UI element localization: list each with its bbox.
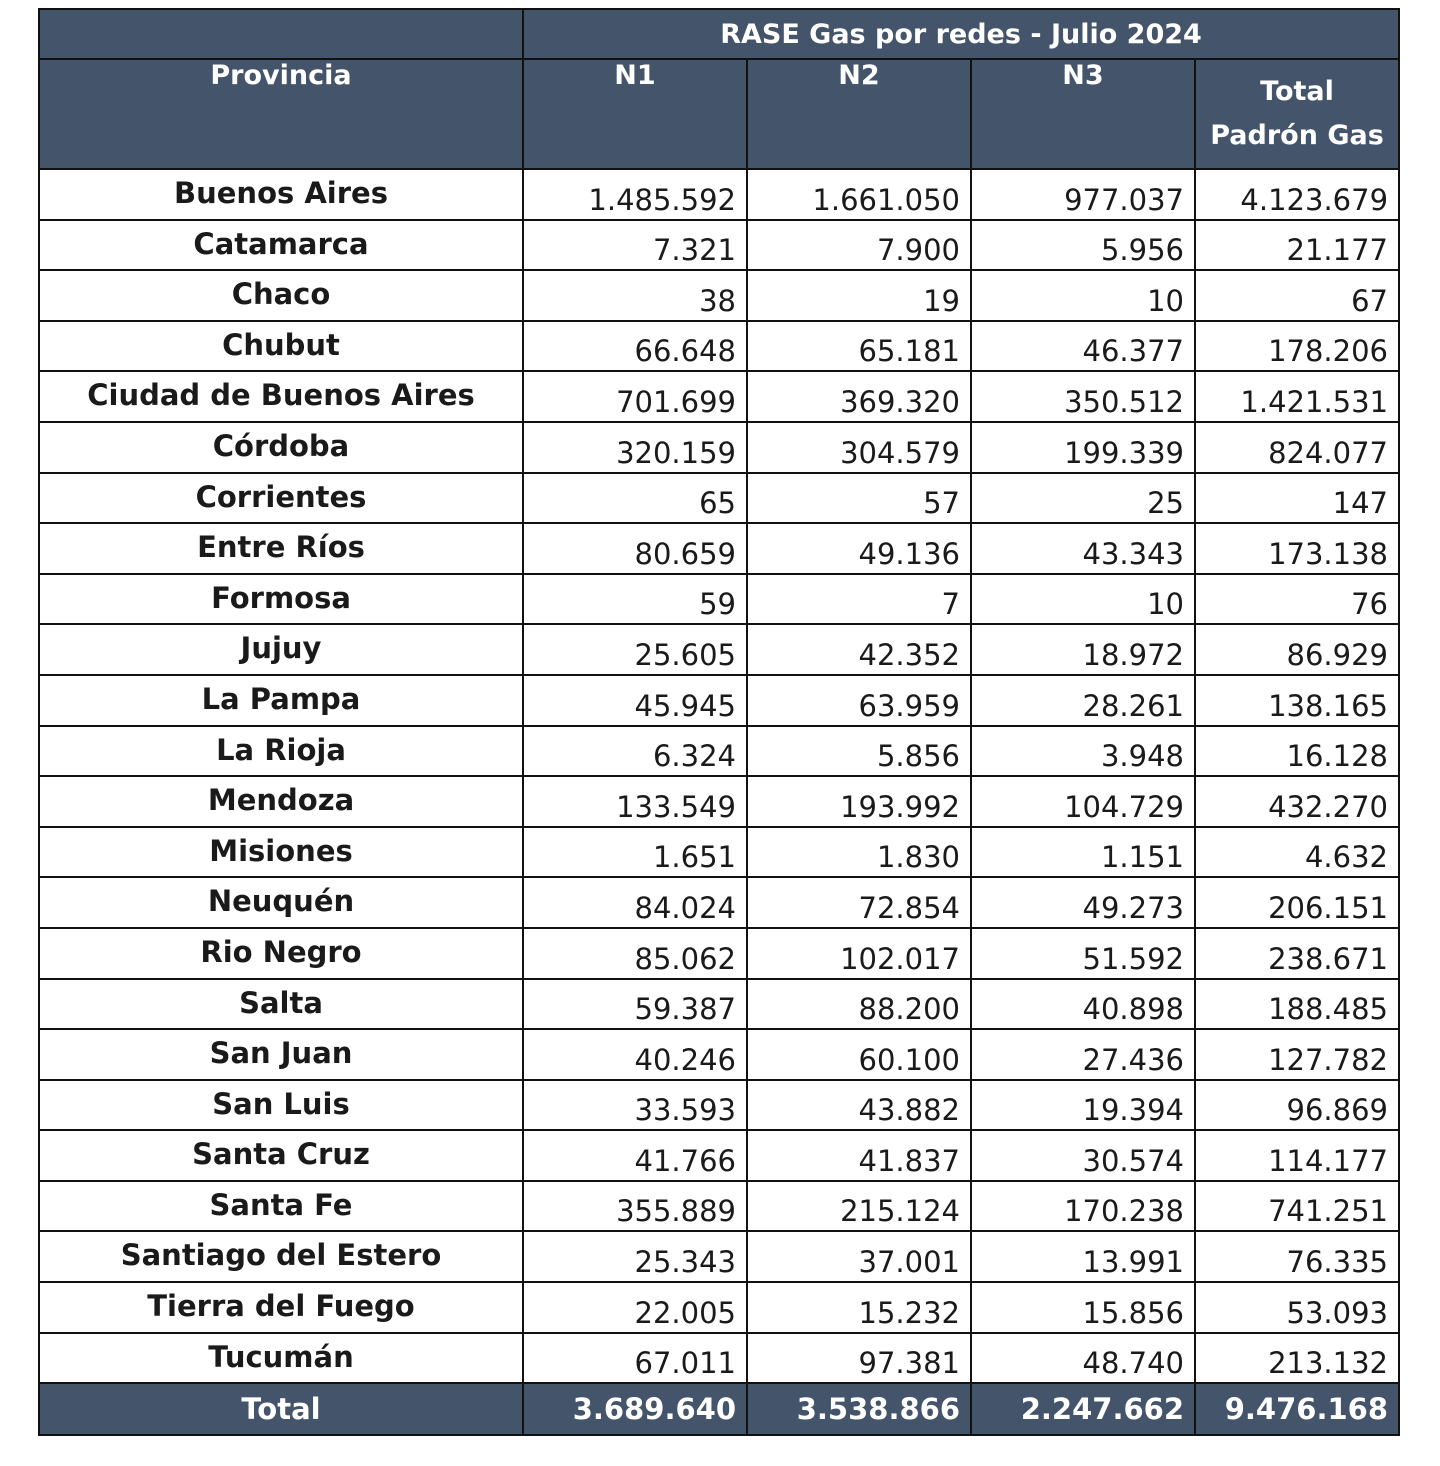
n2-cell: 19 bbox=[747, 270, 971, 321]
total-padron-cell: 188.485 bbox=[1195, 979, 1399, 1030]
provincia-cell: Corrientes bbox=[39, 473, 523, 524]
table-body bbox=[39, 169, 1399, 1383]
n3-cell: 40.898 bbox=[971, 979, 1195, 1030]
total-padron-cell: 178.206 bbox=[1195, 321, 1399, 372]
table-row bbox=[39, 1029, 1399, 1080]
n2-cell: 304.579 bbox=[747, 422, 971, 473]
total-padron-cell: 16.128 bbox=[1195, 726, 1399, 777]
n3-cell: 104.729 bbox=[971, 776, 1195, 827]
total-padron-cell: 147 bbox=[1195, 473, 1399, 524]
n1-cell: 320.159 bbox=[523, 422, 747, 473]
n3-cell: 3.948 bbox=[971, 726, 1195, 777]
total-padron-cell: 114.177 bbox=[1195, 1130, 1399, 1181]
n1-cell: 45.945 bbox=[523, 675, 747, 726]
table-row bbox=[39, 1231, 1399, 1282]
total-padron-cell: 9.476.168 bbox=[1195, 1383, 1399, 1435]
n2-cell: 5.856 bbox=[747, 726, 971, 777]
total-padron-cell: 76.335 bbox=[1195, 1231, 1399, 1282]
column-header-provincia: Provincia bbox=[39, 59, 523, 169]
total-padron-cell: 127.782 bbox=[1195, 1029, 1399, 1080]
provincia-cell: Neuquén bbox=[39, 877, 523, 928]
n3-cell: 10 bbox=[971, 574, 1195, 625]
provincia-cell: Mendoza bbox=[39, 776, 523, 827]
provincia-cell: Santa Fe bbox=[39, 1181, 523, 1232]
total-padron-cell: 67 bbox=[1195, 270, 1399, 321]
n3-cell: 350.512 bbox=[971, 371, 1195, 422]
total-label-cell: Total bbox=[39, 1383, 523, 1435]
total-padron-cell: 238.671 bbox=[1195, 928, 1399, 979]
n2-cell: 49.136 bbox=[747, 523, 971, 574]
total-padron-cell: 213.132 bbox=[1195, 1333, 1399, 1384]
n3-cell: 25 bbox=[971, 473, 1195, 524]
provincia-cell: Chubut bbox=[39, 321, 523, 372]
n2-cell: 88.200 bbox=[747, 979, 971, 1030]
n2-cell: 1.830 bbox=[747, 827, 971, 878]
table-row bbox=[39, 422, 1399, 473]
column-header-total-padron-gas bbox=[1195, 59, 1399, 169]
total-padron-cell: 1.421.531 bbox=[1195, 371, 1399, 422]
table-row bbox=[39, 979, 1399, 1030]
n1-cell: 6.324 bbox=[523, 726, 747, 777]
table-row bbox=[39, 220, 1399, 271]
n2-cell: 63.959 bbox=[747, 675, 971, 726]
n3-cell: 13.991 bbox=[971, 1231, 1195, 1282]
table-row bbox=[39, 827, 1399, 878]
n2-cell: 102.017 bbox=[747, 928, 971, 979]
provincia-cell: San Luis bbox=[39, 1080, 523, 1131]
n1-cell: 22.005 bbox=[523, 1282, 747, 1333]
n2-cell: 57 bbox=[747, 473, 971, 524]
n1-cell: 33.593 bbox=[523, 1080, 747, 1131]
n2-cell: 369.320 bbox=[747, 371, 971, 422]
n2-cell: 60.100 bbox=[747, 1029, 971, 1080]
n1-cell: 66.648 bbox=[523, 321, 747, 372]
provincia-cell: Salta bbox=[39, 979, 523, 1030]
n2-cell: 43.882 bbox=[747, 1080, 971, 1131]
rase-gas-table bbox=[38, 8, 1400, 1436]
table-row bbox=[39, 1080, 1399, 1131]
provincia-cell: Córdoba bbox=[39, 422, 523, 473]
total-padron-cell: 86.929 bbox=[1195, 624, 1399, 675]
table-row bbox=[39, 928, 1399, 979]
table-row bbox=[39, 169, 1399, 220]
n3-cell: 28.261 bbox=[971, 675, 1195, 726]
total-row bbox=[39, 1383, 1399, 1435]
provincia-cell: Tierra del Fuego bbox=[39, 1282, 523, 1333]
total-padron-cell: 53.093 bbox=[1195, 1282, 1399, 1333]
table-title: RASE Gas por redes - Julio 2024 bbox=[523, 9, 1399, 59]
provincia-cell: San Juan bbox=[39, 1029, 523, 1080]
n3-cell: 19.394 bbox=[971, 1080, 1195, 1131]
provincia-cell: Chaco bbox=[39, 270, 523, 321]
n3-cell: 15.856 bbox=[971, 1282, 1195, 1333]
total-n3-cell: 2.247.662 bbox=[971, 1383, 1195, 1435]
total-padron-cell: 173.138 bbox=[1195, 523, 1399, 574]
title-row bbox=[39, 9, 1399, 59]
n1-cell: 41.766 bbox=[523, 1130, 747, 1181]
table-row bbox=[39, 1282, 1399, 1333]
n3-cell: 977.037 bbox=[971, 169, 1195, 220]
n3-cell: 170.238 bbox=[971, 1181, 1195, 1232]
table-row bbox=[39, 321, 1399, 372]
n1-cell: 67.011 bbox=[523, 1333, 747, 1384]
n1-cell: 701.699 bbox=[523, 371, 747, 422]
n1-cell: 38 bbox=[523, 270, 747, 321]
n2-cell: 15.232 bbox=[747, 1282, 971, 1333]
total-padron-cell: 206.151 bbox=[1195, 877, 1399, 928]
total-header-line-2: Padrón Gas bbox=[1210, 120, 1384, 151]
total-padron-cell: 741.251 bbox=[1195, 1181, 1399, 1232]
header-corner-cell bbox=[39, 9, 523, 59]
n2-cell: 41.837 bbox=[747, 1130, 971, 1181]
n2-cell: 7 bbox=[747, 574, 971, 625]
table-row bbox=[39, 675, 1399, 726]
n1-cell: 25.343 bbox=[523, 1231, 747, 1282]
total-padron-cell: 138.165 bbox=[1195, 675, 1399, 726]
n2-cell: 42.352 bbox=[747, 624, 971, 675]
n2-cell: 72.854 bbox=[747, 877, 971, 928]
total-padron-cell: 4.632 bbox=[1195, 827, 1399, 878]
n1-cell: 1.485.592 bbox=[523, 169, 747, 220]
column-header-n2: N2 bbox=[747, 59, 971, 169]
total-n2-cell: 3.538.866 bbox=[747, 1383, 971, 1435]
provincia-cell: Santa Cruz bbox=[39, 1130, 523, 1181]
provincia-cell: Ciudad de Buenos Aires bbox=[39, 371, 523, 422]
column-header-n1: N1 bbox=[523, 59, 747, 169]
n1-cell: 7.321 bbox=[523, 220, 747, 271]
n2-cell: 65.181 bbox=[747, 321, 971, 372]
n3-cell: 1.151 bbox=[971, 827, 1195, 878]
n2-cell: 37.001 bbox=[747, 1231, 971, 1282]
table-row bbox=[39, 1181, 1399, 1232]
table-row bbox=[39, 1130, 1399, 1181]
n3-cell: 46.377 bbox=[971, 321, 1195, 372]
n2-cell: 1.661.050 bbox=[747, 169, 971, 220]
n3-cell: 18.972 bbox=[971, 624, 1195, 675]
provincia-cell: Misiones bbox=[39, 827, 523, 878]
column-header-row bbox=[39, 59, 1399, 169]
n2-cell: 193.992 bbox=[747, 776, 971, 827]
n3-cell: 51.592 bbox=[971, 928, 1195, 979]
n1-cell: 355.889 bbox=[523, 1181, 747, 1232]
n3-cell: 27.436 bbox=[971, 1029, 1195, 1080]
provincia-cell: Tucumán bbox=[39, 1333, 523, 1384]
provincia-cell: Entre Ríos bbox=[39, 523, 523, 574]
n3-cell: 43.343 bbox=[971, 523, 1195, 574]
n3-cell: 30.574 bbox=[971, 1130, 1195, 1181]
table-row bbox=[39, 523, 1399, 574]
column-header-n3: N3 bbox=[971, 59, 1195, 169]
provincia-cell: La Rioja bbox=[39, 726, 523, 777]
table-row bbox=[39, 726, 1399, 777]
total-padron-cell: 21.177 bbox=[1195, 220, 1399, 271]
total-padron-cell: 76 bbox=[1195, 574, 1399, 625]
n1-cell: 59 bbox=[523, 574, 747, 625]
total-n1-cell: 3.689.640 bbox=[523, 1383, 747, 1435]
n3-cell: 48.740 bbox=[971, 1333, 1195, 1384]
total-padron-cell: 432.270 bbox=[1195, 776, 1399, 827]
table-row bbox=[39, 270, 1399, 321]
n1-cell: 25.605 bbox=[523, 624, 747, 675]
provincia-cell: La Pampa bbox=[39, 675, 523, 726]
provincia-cell: Santiago del Estero bbox=[39, 1231, 523, 1282]
table-row bbox=[39, 574, 1399, 625]
n1-cell: 133.549 bbox=[523, 776, 747, 827]
provincia-cell: Rio Negro bbox=[39, 928, 523, 979]
total-padron-cell: 824.077 bbox=[1195, 422, 1399, 473]
n1-cell: 84.024 bbox=[523, 877, 747, 928]
provincia-cell: Jujuy bbox=[39, 624, 523, 675]
n3-cell: 5.956 bbox=[971, 220, 1195, 271]
provincia-cell: Formosa bbox=[39, 574, 523, 625]
total-padron-cell: 4.123.679 bbox=[1195, 169, 1399, 220]
n1-cell: 1.651 bbox=[523, 827, 747, 878]
n2-cell: 97.381 bbox=[747, 1333, 971, 1384]
provincia-cell: Catamarca bbox=[39, 220, 523, 271]
n2-cell: 7.900 bbox=[747, 220, 971, 271]
n1-cell: 59.387 bbox=[523, 979, 747, 1030]
provincia-cell: Buenos Aires bbox=[39, 169, 523, 220]
table-row bbox=[39, 877, 1399, 928]
table-row bbox=[39, 473, 1399, 524]
total-padron-cell: 96.869 bbox=[1195, 1080, 1399, 1131]
table-row bbox=[39, 1333, 1399, 1384]
n2-cell: 215.124 bbox=[747, 1181, 971, 1232]
total-header-line-1: Total bbox=[1260, 76, 1334, 107]
n1-cell: 40.246 bbox=[523, 1029, 747, 1080]
n3-cell: 199.339 bbox=[971, 422, 1195, 473]
table-row bbox=[39, 776, 1399, 827]
table-row bbox=[39, 371, 1399, 422]
n1-cell: 85.062 bbox=[523, 928, 747, 979]
table-row bbox=[39, 624, 1399, 675]
n1-cell: 65 bbox=[523, 473, 747, 524]
n3-cell: 10 bbox=[971, 270, 1195, 321]
n1-cell: 80.659 bbox=[523, 523, 747, 574]
n3-cell: 49.273 bbox=[971, 877, 1195, 928]
